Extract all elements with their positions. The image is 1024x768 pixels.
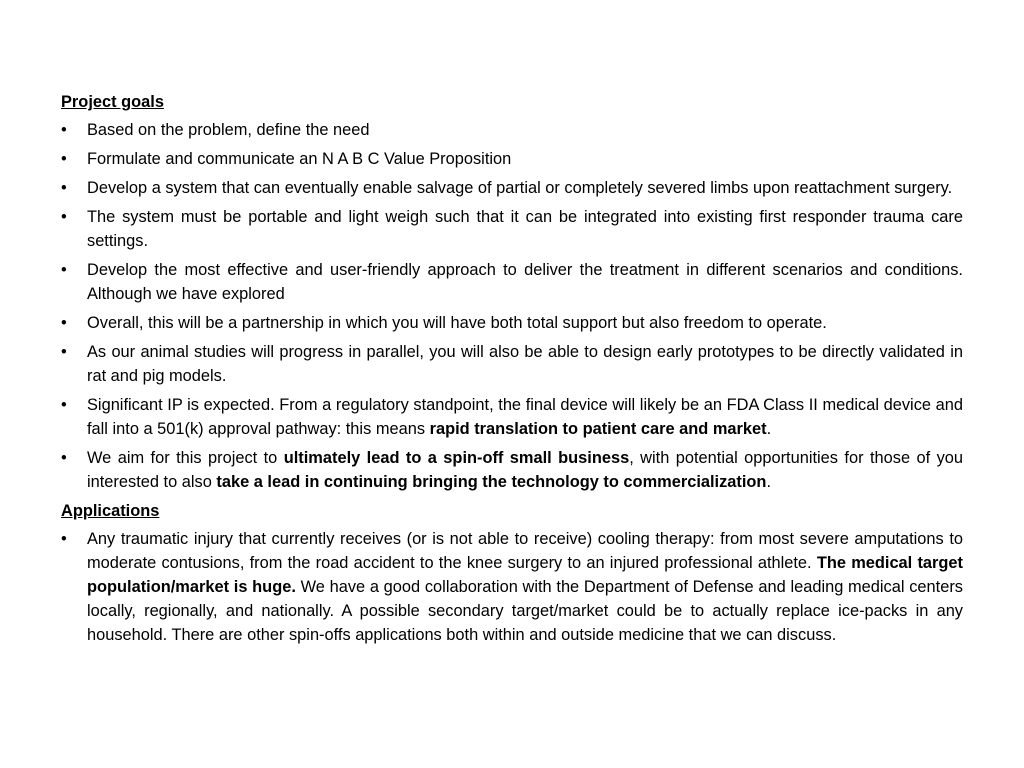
bullet-icon: • <box>61 343 67 361</box>
bullet-icon: • <box>61 150 67 168</box>
bullet-icon: • <box>61 449 67 467</box>
list-item-text <box>87 147 963 171</box>
body-text: . <box>766 420 772 438</box>
emphasis-text: The medical target population/market is huge. <box>87 554 963 596</box>
body-text: Any traumatic injury that currently receives (or is not able to receive) cooling therapy: from most severe amputations to moderate contusions, from the road accident to the knee surgery to an injured professional athlete. <box>87 530 963 572</box>
body-text: Develop a system that can eventually enable salvage of partial or completely severed limbs upon reattachment surgery. <box>87 179 953 197</box>
list-item <box>61 393 963 441</box>
bullet-icon: • <box>61 261 67 279</box>
body-text: As our animal studies will progress in parallel, you will also be able to design early prototypes to be directly validated in rat and pig models. <box>87 343 963 385</box>
body-text: . <box>766 473 772 491</box>
list-item-text <box>87 446 963 494</box>
emphasis-text: take a lead in continuing bringing the technology to commercialization <box>216 473 767 491</box>
applications-heading: Applications <box>61 502 160 520</box>
project-goals-list <box>61 118 963 494</box>
list-item <box>61 340 963 388</box>
bullet-icon: • <box>61 530 67 548</box>
list-item-text <box>87 258 963 306</box>
bullet-icon: • <box>61 121 67 139</box>
body-text: The system must be portable and light weigh such that it can be integrated into existing first responder trauma care settings. <box>87 208 963 250</box>
list-item <box>61 118 963 142</box>
list-item <box>61 258 963 306</box>
list-item-text <box>87 340 963 388</box>
body-text: Significant IP is expected. From a regulatory standpoint, the final device will likely be an FDA Class II medical device and fall into a 501(k) approval pathway: this means <box>87 396 963 438</box>
list-item <box>61 147 963 171</box>
list-item <box>61 205 963 253</box>
list-item <box>61 311 963 335</box>
list-item <box>61 527 963 647</box>
body-text: We aim for this project to <box>87 449 284 467</box>
list-item-text <box>87 393 963 441</box>
body-text: Overall, this will be a partnership in which you will have both total support but also freedom to operate. <box>87 314 827 332</box>
body-text: We have a good collaboration with the Department of Defense and leading medical centers locally, regionally, and nationally. A possible secondary target/market could be to actually replace ice-packs in any household. There are other spin-offs applications both within and outside medicine that we can discuss. <box>87 578 963 644</box>
body-text: Develop the most effective and user-friendly approach to deliver the treatment in different scenarios and conditions. Although we have explored <box>87 261 963 303</box>
bullet-icon: • <box>61 208 67 226</box>
body-text: Formulate and communicate an N A B C Value Proposition <box>87 150 512 168</box>
bullet-icon: • <box>61 314 67 332</box>
list-item <box>61 446 963 494</box>
body-text: , with potential opportunities for those of you interested to also <box>87 449 963 491</box>
list-item-text <box>87 176 963 200</box>
list-item-text <box>87 527 963 647</box>
body-text: Based on the problem, define the need <box>87 121 370 139</box>
bullet-icon: • <box>61 396 67 414</box>
list-item <box>61 176 963 200</box>
slide-content <box>61 90 963 652</box>
list-item-text <box>87 311 963 335</box>
applications-list <box>61 527 963 647</box>
list-item-text <box>87 118 963 142</box>
list-item-text <box>87 205 963 253</box>
emphasis-text: rapid translation to patient care and market <box>429 420 767 438</box>
project-goals-heading: Project goals <box>61 93 164 111</box>
bullet-icon: • <box>61 179 67 197</box>
emphasis-text: ultimately lead to a spin-off small business <box>283 449 630 467</box>
